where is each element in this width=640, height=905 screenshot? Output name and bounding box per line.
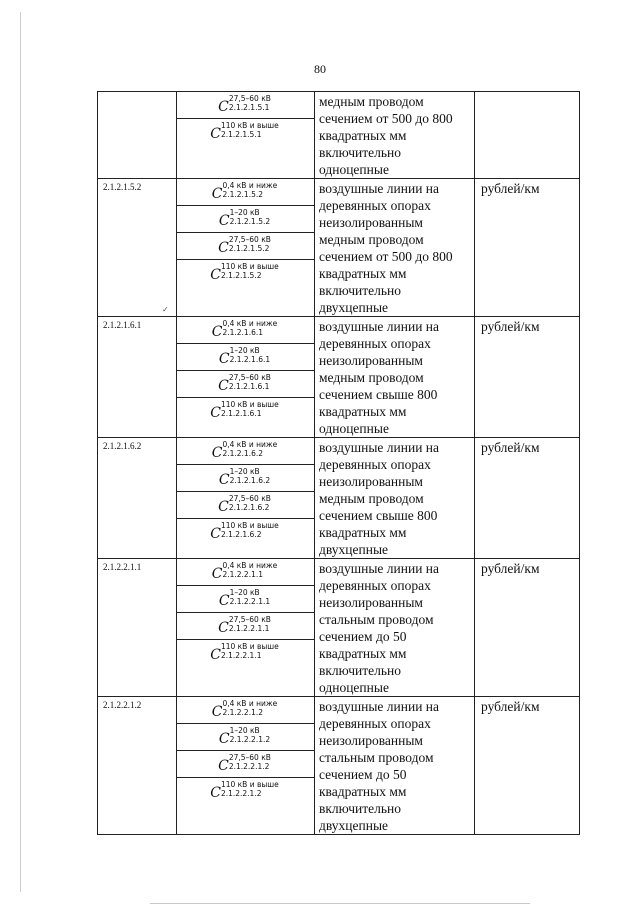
rate-cell: [177, 233, 315, 260]
table-row: [98, 179, 580, 206]
page-number: 80: [314, 62, 326, 76]
rate-symbol: [212, 440, 280, 460]
rate-symbol-scripts: [230, 588, 271, 606]
item-code-wrap: [103, 700, 176, 710]
item-code: 2.1.2.2.1.2: [103, 700, 142, 710]
rate-symbol: [218, 615, 273, 635]
rate-voltage-label: 110 кВ и выше: [220, 262, 279, 271]
table-row: [98, 697, 580, 724]
rate-cell: [177, 492, 315, 519]
unit-cell: [475, 92, 580, 179]
description-cell: воздушные линии на деревянных опорах неизолированным стальным проводом сечением до 50 квадратных мм включительно двухцепные: [315, 697, 475, 835]
rate-symbol-scripts: [221, 780, 279, 798]
table-row: [98, 317, 580, 344]
rate-symbol-scripts: [229, 615, 271, 633]
rate-voltage-label: 0,4 кВ и ниже: [222, 319, 278, 328]
rate-index-label: 2.1.2.1.5.2: [220, 271, 262, 280]
rate-symbol-letter: C: [218, 499, 229, 515]
description-cell: воздушные линии на деревянных опорах неизолированным медным проводом сечением от 500 до 800 квадратных мм включительно двухцепные: [315, 179, 475, 317]
item-code-wrap: [103, 320, 176, 330]
rate-cell: [177, 179, 315, 206]
rate-cell: [177, 697, 315, 724]
rate-voltage-label: 27,5–60 кВ: [228, 235, 271, 244]
rate-cell: [177, 371, 315, 398]
rate-symbol-scripts: [221, 521, 279, 539]
rate-symbol-letter: C: [211, 186, 223, 202]
scan-bottom-line: [150, 903, 530, 904]
rate-voltage-label: 1–20 кВ: [229, 467, 260, 476]
rate-voltage-label: 110 кВ и выше: [220, 642, 279, 651]
rate-index-label: 2.1.2.1.5.2: [229, 217, 271, 226]
rate-symbol: [219, 467, 272, 487]
rate-symbol-scripts: [230, 346, 271, 364]
rate-voltage-label: 1–20 кВ: [229, 588, 260, 597]
rate-symbol-scripts: [222, 440, 277, 458]
rate-symbol: [210, 262, 281, 282]
rate-symbol-letter: C: [218, 351, 230, 367]
rate-symbol-letter: C: [210, 126, 221, 142]
rate-voltage-label: 110 кВ и выше: [220, 780, 279, 789]
rate-cell: [177, 613, 315, 640]
rate-index-label: 2.1.2.1.6.2: [229, 476, 271, 485]
item-code: 2.1.2.1.6.1: [103, 320, 142, 330]
rate-symbol: [219, 346, 272, 366]
rate-index-label: 2.1.2.1.5.2: [228, 244, 270, 253]
rate-cell: [177, 559, 315, 586]
handwritten-mark: ✓: [162, 305, 169, 314]
rate-symbol: [218, 235, 273, 255]
rate-symbol: [212, 181, 280, 201]
rate-symbol-scripts: [229, 373, 271, 391]
rate-voltage-label: 0,4 кВ и ниже: [222, 561, 278, 570]
rate-voltage-label: 110 кВ и выше: [220, 521, 279, 530]
rate-symbol-letter: C: [210, 785, 221, 801]
rate-symbol-letter: C: [210, 647, 221, 663]
rate-symbol-scripts: [229, 94, 271, 112]
rate-cell: [177, 519, 315, 559]
rate-symbol: [210, 400, 281, 420]
rate-symbol-scripts: [230, 726, 271, 744]
rate-index-label: 2.1.2.1.6.1: [222, 328, 264, 337]
rate-voltage-label: 1–20 кВ: [229, 346, 260, 355]
rate-index-label: 2.1.2.2.1.2: [228, 762, 270, 771]
unit-cell: рублей/км: [475, 438, 580, 559]
rate-index-label: 2.1.2.2.1.2: [220, 789, 262, 798]
description-cell: воздушные линии на деревянных опорах неизолированным стальным проводом сечением до 50 квадратных мм включительно одноцепные: [315, 559, 475, 697]
rate-symbol-letter: C: [211, 704, 223, 720]
rate-symbol: [210, 780, 281, 800]
rate-index-label: 2.1.2.2.1.1: [229, 597, 271, 606]
rate-symbol: [218, 94, 273, 114]
rate-symbol: [218, 373, 273, 393]
rate-index-label: 2.1.2.2.1.1: [228, 624, 270, 633]
rate-symbol-letter: C: [210, 267, 221, 283]
description-cell: воздушные линии на деревянных опорах неизолированным медным проводом сечением свыше 800 квадратных мм двухцепные: [315, 438, 475, 559]
rate-cell: [177, 751, 315, 778]
rate-symbol-letter: C: [210, 405, 221, 421]
item-code-wrap: [103, 182, 176, 192]
rate-cell: [177, 465, 315, 492]
rate-index-label: 2.1.2.1.6.1: [220, 409, 262, 418]
rate-cell: [177, 119, 315, 179]
rate-cell: [177, 398, 315, 438]
unit-cell: рублей/км: [475, 559, 580, 697]
rate-symbol-scripts: [229, 235, 271, 253]
rate-index-label: 2.1.2.1.5.1: [228, 103, 270, 112]
rate-symbol: [219, 208, 272, 228]
rate-symbol-scripts: [230, 467, 271, 485]
rate-index-label: 2.1.2.1.5.2: [222, 190, 264, 199]
rate-symbol-scripts: [230, 208, 271, 226]
unit-cell: рублей/км: [475, 317, 580, 438]
rate-voltage-label: 27,5–60 кВ: [228, 373, 271, 382]
rate-voltage-label: 1–20 кВ: [229, 208, 260, 217]
rate-voltage-label: 27,5–60 кВ: [228, 615, 271, 624]
rate-symbol: [218, 753, 273, 773]
rate-symbol: [212, 699, 280, 719]
rate-symbol-scripts: [221, 121, 279, 139]
rate-cell: [177, 640, 315, 697]
rate-symbol: [210, 521, 281, 541]
rate-symbol-scripts: [221, 262, 279, 280]
rate-voltage-label: 1–20 кВ: [229, 726, 260, 735]
table-row: [98, 559, 580, 586]
rate-voltage-label: 0,4 кВ и ниже: [222, 699, 278, 708]
item-code-cell: [98, 438, 177, 559]
item-code-wrap: [103, 441, 176, 451]
rate-symbol: [219, 588, 272, 608]
rate-cell: [177, 92, 315, 119]
rate-voltage-label: 27,5–60 кВ: [228, 94, 271, 103]
rate-index-label: 2.1.2.2.1.1: [220, 651, 262, 660]
rate-cell: [177, 724, 315, 751]
rate-cell: [177, 317, 315, 344]
rate-symbol-scripts: [222, 699, 277, 717]
tariff-table: [97, 91, 580, 835]
tariff-table-body: [98, 92, 580, 835]
rate-cell: [177, 344, 315, 371]
rate-symbol: [210, 642, 281, 662]
table-row: [98, 438, 580, 465]
rate-index-label: 2.1.2.1.5.1: [220, 130, 262, 139]
item-code: 2.1.2.1.6.2: [103, 441, 142, 451]
rate-voltage-label: 110 кВ и выше: [220, 121, 279, 130]
rate-symbol-letter: C: [218, 593, 230, 609]
item-code-wrap: [103, 562, 176, 572]
rate-index-label: 2.1.2.1.6.1: [229, 355, 271, 364]
rate-symbol-letter: C: [218, 378, 229, 394]
rate-symbol-letter: C: [218, 472, 230, 488]
rate-voltage-label: 27,5–60 кВ: [228, 753, 271, 762]
rate-symbol-scripts: [222, 181, 277, 199]
rate-symbol-letter: C: [218, 213, 230, 229]
rate-symbol-scripts: [229, 494, 271, 512]
rate-symbol: [219, 726, 272, 746]
rate-symbol: [212, 561, 280, 581]
rate-symbol-letter: C: [218, 99, 229, 115]
rate-cell: [177, 586, 315, 613]
rate-index-label: 2.1.2.2.1.2: [229, 735, 271, 744]
rate-symbol-scripts: [229, 753, 271, 771]
rate-symbol-letter: C: [211, 324, 223, 340]
rate-index-label: 2.1.2.2.1.2: [222, 708, 264, 717]
rate-cell: [177, 206, 315, 233]
rate-symbol-letter: C: [210, 526, 221, 542]
rate-symbol-letter: C: [218, 240, 229, 256]
rate-cell: [177, 778, 315, 835]
rate-index-label: 2.1.2.1.6.2: [220, 530, 262, 539]
item-code-cell: [98, 317, 177, 438]
rate-index-label: 2.1.2.1.6.2: [222, 449, 264, 458]
rate-symbol-letter: C: [218, 620, 229, 636]
table-row: [98, 92, 580, 119]
rate-cell: [177, 260, 315, 317]
rate-cell: [177, 438, 315, 465]
scan-edge-line: [20, 12, 21, 892]
rate-symbol-letter: C: [218, 731, 230, 747]
rate-symbol-scripts: [221, 400, 279, 418]
item-code-cell: [98, 697, 177, 835]
rate-symbol-letter: C: [211, 445, 223, 461]
rate-symbol: [210, 121, 281, 141]
description-cell: воздушные линии на деревянных опорах неизолированным медным проводом сечением свыше 800 квадратных мм одноцепные: [315, 317, 475, 438]
description-cell: медным проводом сечением от 500 до 800 квадратных мм включительно одноцепные: [315, 92, 475, 179]
rate-voltage-label: 0,4 кВ и ниже: [222, 440, 278, 449]
rate-symbol-scripts: [221, 642, 279, 660]
rate-voltage-label: 110 кВ и выше: [220, 400, 279, 409]
item-code: 2.1.2.1.5.2: [103, 182, 142, 192]
rate-index-label: 2.1.2.1.6.1: [228, 382, 270, 391]
rate-voltage-label: 27,5–60 кВ: [228, 494, 271, 503]
item-code-cell: [98, 92, 177, 179]
item-code-cell: [98, 179, 177, 317]
rate-index-label: 2.1.2.1.6.2: [228, 503, 270, 512]
unit-cell: рублей/км: [475, 179, 580, 317]
rate-index-label: 2.1.2.2.1.1: [222, 570, 264, 579]
rate-symbol: [212, 319, 280, 339]
item-code: 2.1.2.2.1.1: [103, 562, 142, 572]
rate-symbol-scripts: [222, 561, 277, 579]
item-code-cell: [98, 559, 177, 697]
rate-symbol: [218, 494, 273, 514]
unit-cell: рублей/км: [475, 697, 580, 835]
rate-symbol-letter: C: [211, 566, 223, 582]
rate-symbol-scripts: [222, 319, 277, 337]
rate-symbol-letter: C: [218, 758, 229, 774]
rate-voltage-label: 0,4 кВ и ниже: [222, 181, 278, 190]
